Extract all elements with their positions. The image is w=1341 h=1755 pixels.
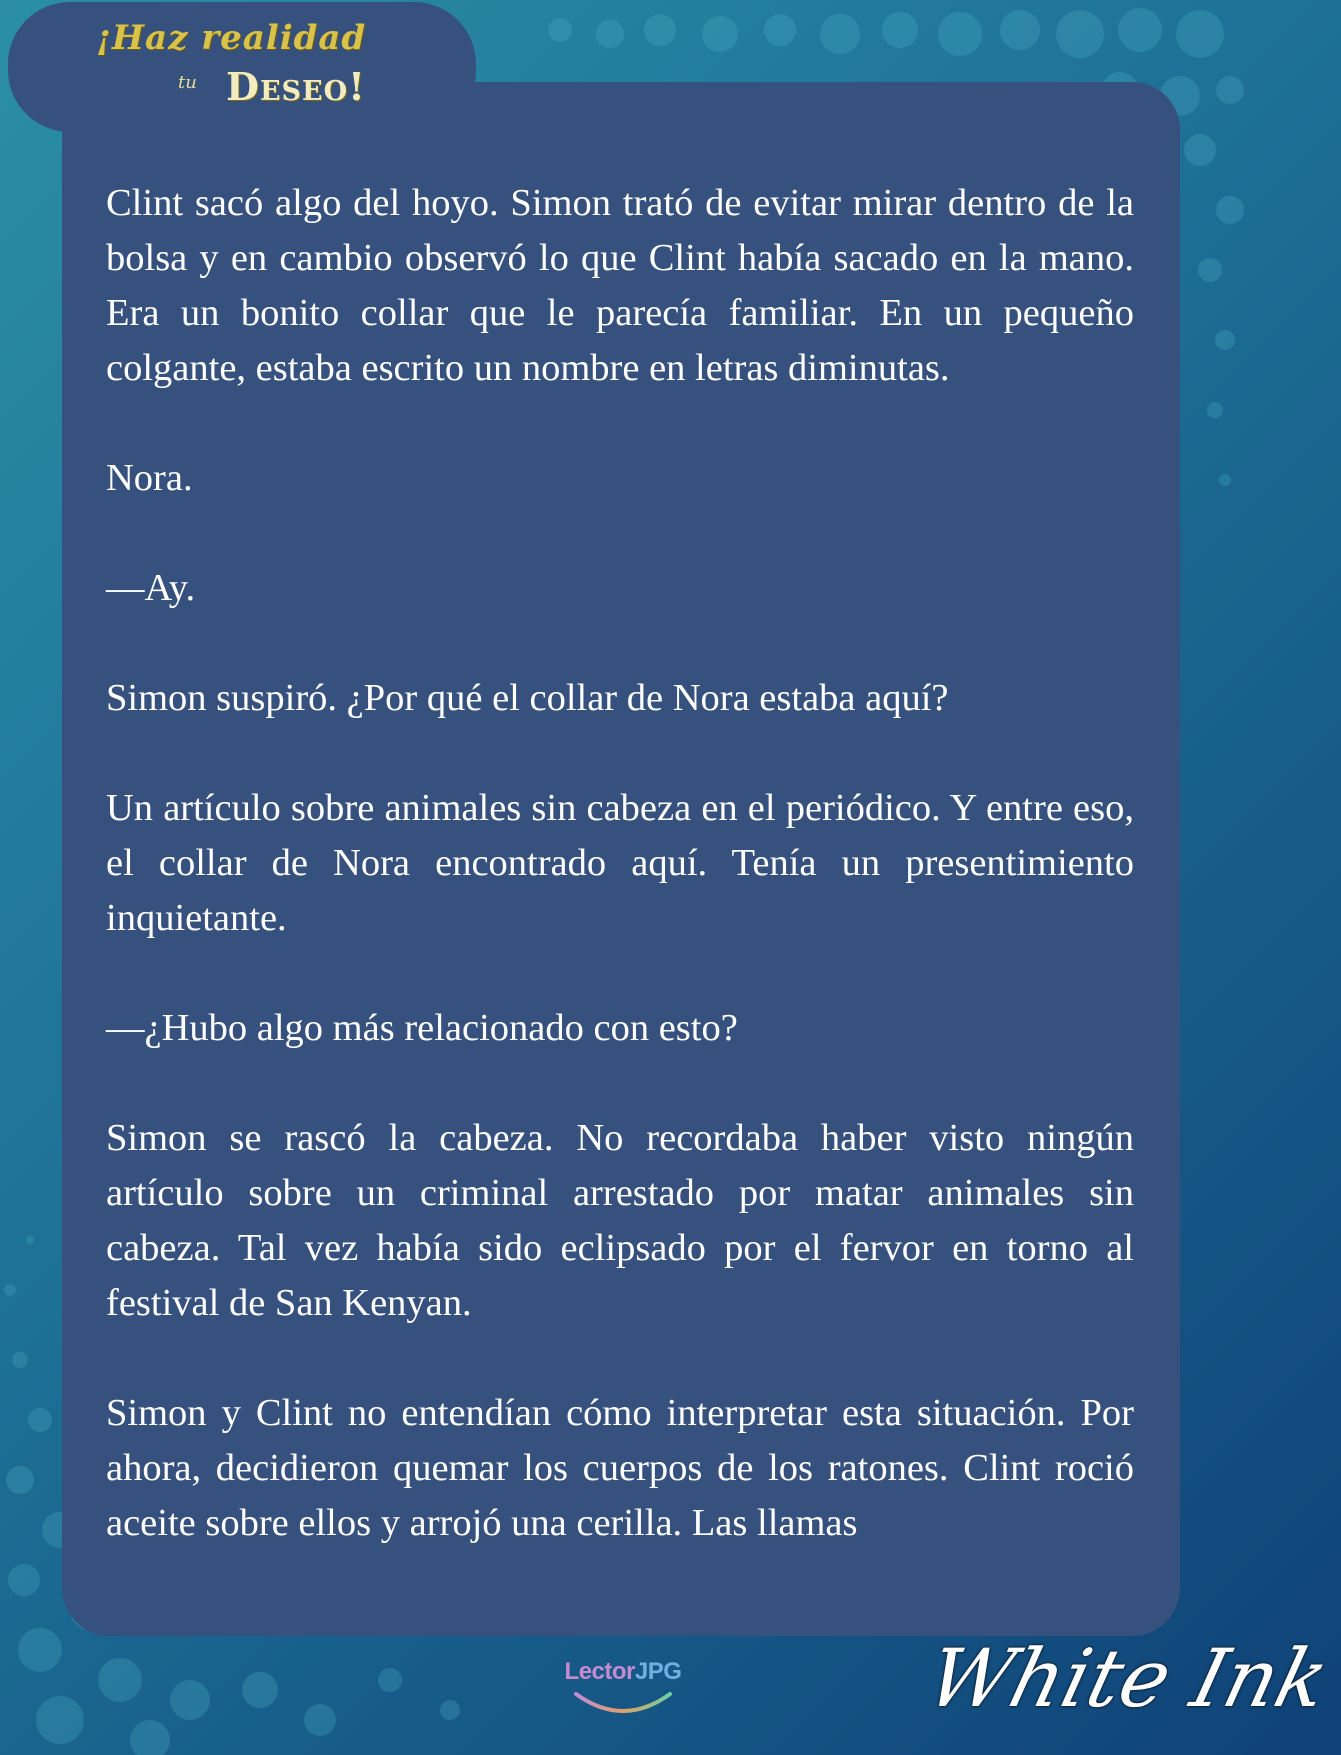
paragraph: Nora. [106,457,193,499]
lector-text: Lector [564,1658,635,1685]
paragraph: Un artículo sobre animales sin cabeza en el periódico. Y entre eso, el collar de Nora encontrado aquí. Tenía un presentimiento inquietante. [106,787,1134,939]
paragraph: Simon se rascó la cabeza. No recordaba haber visto ningún artículo sobre un criminal arrestado por matar animales sin cabeza. Tal vez había sido eclipsado por el fervor en torno al festival de San Kenyan. [106,1117,1134,1324]
white-ink-signature: White Ink [918,1632,1338,1725]
paragraph: Clint sacó algo del hoyo. Simon trató de evitar mirar dentro de la bolsa y en cambio observó lo que Clint había sacado en la mano. Era un bonito collar que le parecía familiar. En un pequeño colgante, estaba escrito un nombre en letras diminutas. [106,182,1134,389]
lectorjpg-watermark [548,1658,698,1722]
chapter-text [106,176,1134,1606]
logo-line-1: ¡Haz realidad [96,18,367,58]
paragraph: —¿Hubo algo más relacionado con esto? [106,1007,738,1049]
paragraph: Simon suspiró. ¿Por qué el collar de Nora estaba aquí? [106,677,949,719]
paragraph: Simon y Clint no entendían cómo interpretar esta situación. Por ahora, decidieron quemar los cuerpos de los ratones. Clint roció aceite sobre ellos y arrojó una cerilla. Las llamas [106,1392,1134,1544]
logo-line-2: tu [178,72,197,93]
site-logo [96,18,386,122]
smile-arc-icon [568,1688,678,1718]
jpg-text: JPG [634,1658,682,1685]
logo-line-3: Deseo! [226,64,366,109]
lectorjpg-label [548,1658,698,1686]
paragraph: —Ay. [106,567,196,609]
